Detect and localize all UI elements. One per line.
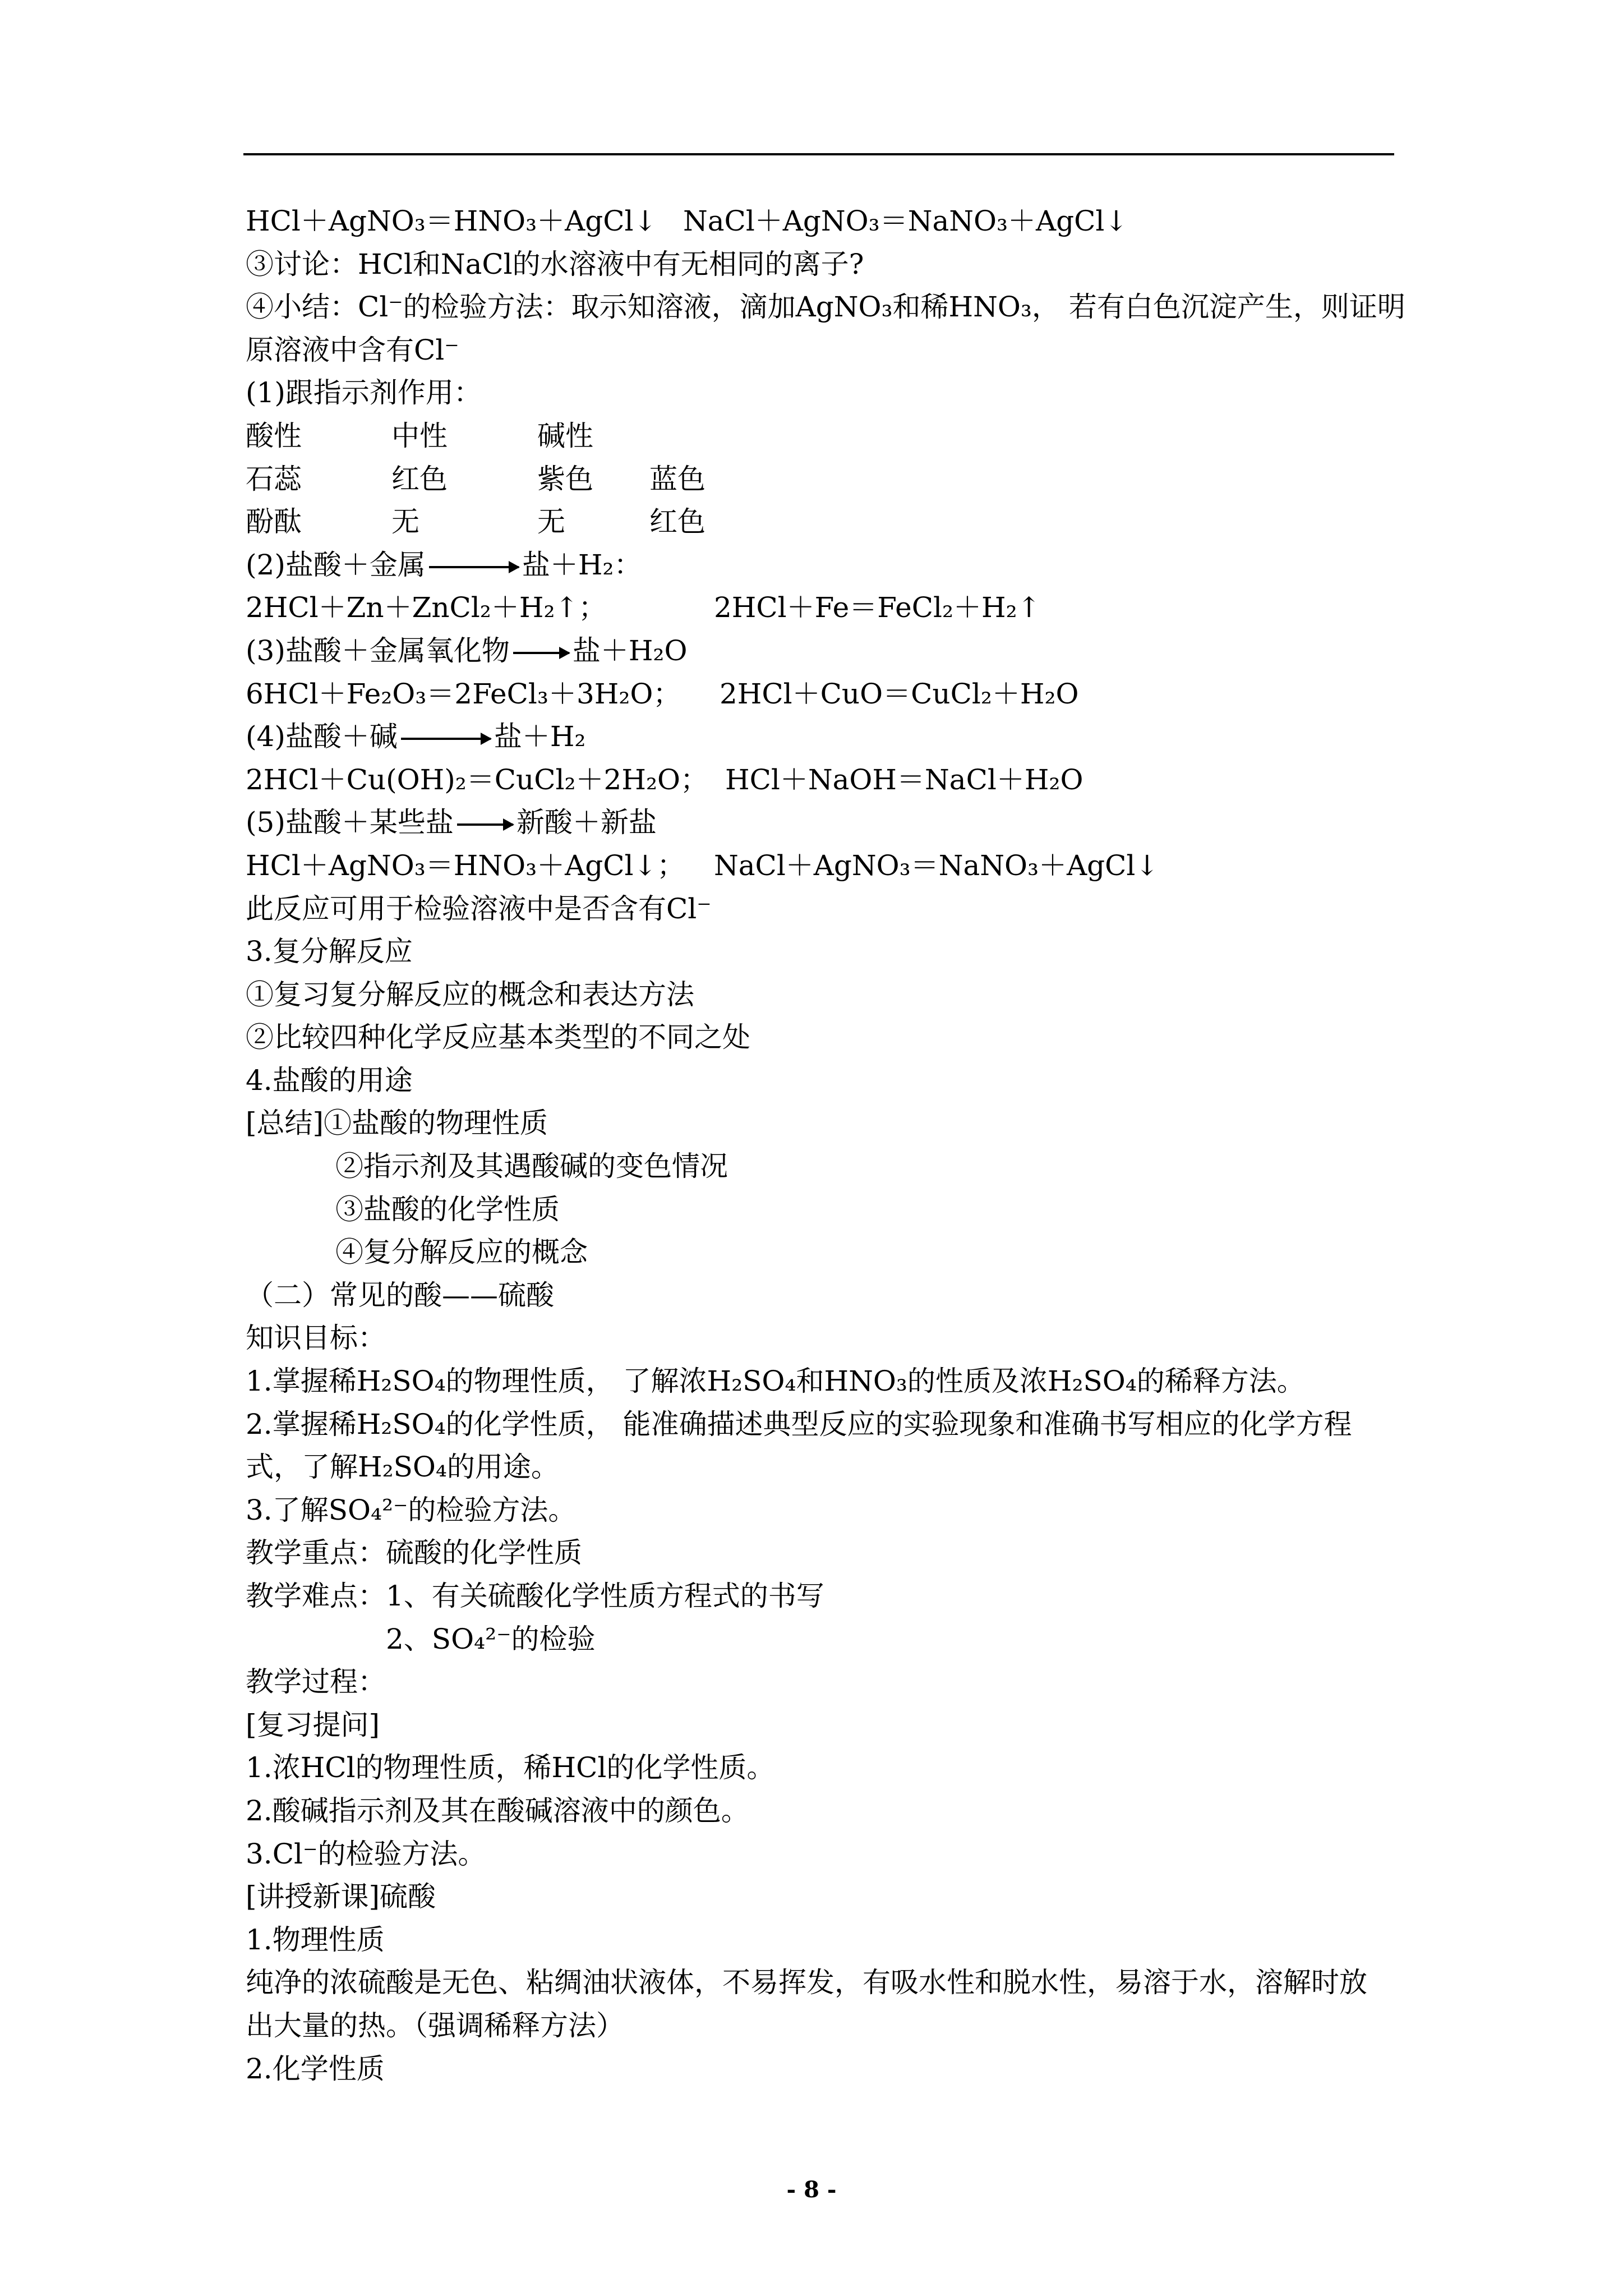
- line-text: 4.盐酸的用途: [246, 1064, 413, 1097]
- line-text: [讲授新课]硫酸: [246, 1880, 436, 1913]
- text-line: [246, 415, 1396, 458]
- line-text: ④小结：Cl⁻的检验方法：取示知溶液，滴加AgNO₃和稀HNO₃， 若有白色沉淀产生，则证明: [246, 291, 1405, 324]
- line-text: ②指示剂及其遇酸碱的变色情况: [335, 1150, 728, 1183]
- text-line: [246, 200, 1396, 243]
- line-text: 6HCl＋Fe₂O₃＝2FeCl₃＋3H₂O；: [246, 677, 681, 710]
- text-line: [246, 673, 1396, 716]
- line-text: 1.物理性质: [246, 1923, 385, 1956]
- arrow-icon: [401, 738, 491, 740]
- text-line: [246, 930, 1396, 973]
- line-text: HCl＋AgNO₃＝HNO₃＋AgCl↓: [246, 205, 657, 237]
- line-text: 1.掌握稀H₂SO₄的物理性质， 了解浓H₂SO₄和HNO₃的性质及浓H₂SO₄的稀释方法。: [246, 1365, 1305, 1398]
- reaction-left: (5)盐酸＋某些盐: [246, 806, 454, 839]
- arrow-icon: [513, 652, 569, 654]
- line-text: ③盐酸的化学性质: [335, 1193, 560, 1226]
- arrow-icon: [457, 823, 513, 826]
- line-text: [总结]①盐酸的物理性质: [246, 1107, 548, 1140]
- text-line: [246, 1918, 1396, 1962]
- table-cell: 紫色: [537, 462, 593, 495]
- reaction-left: (4)盐酸＋碱: [246, 720, 398, 753]
- line-text: 2.掌握稀H₂SO₄的化学性质， 能准确描述典型反应的实验现象和准确书写相应的化学方程: [246, 1407, 1352, 1441]
- text-line: [246, 458, 1396, 501]
- table-cell: 红色: [649, 505, 706, 539]
- line-text: 教学难点：1、有关硫酸化学性质方程式的书写: [246, 1580, 824, 1612]
- reaction-right: 新酸＋新盐: [516, 806, 657, 839]
- line-text: ③讨论：HCl和NaCl的水溶液中有无相同的离子?: [246, 247, 864, 280]
- text-line: [246, 2004, 1396, 2047]
- text-line: [246, 286, 1405, 329]
- text-line: [246, 1317, 1396, 1360]
- table-cell: 蓝色: [649, 462, 706, 495]
- line-text: （二）常见的酸——硫酸: [246, 1278, 554, 1312]
- line-text-second: NaCl＋AgNO₃＝NaNO₃＋AgCl↓: [714, 849, 1159, 882]
- text-line: [246, 371, 1396, 415]
- text-line: [246, 1231, 1396, 1274]
- line-text: 式，了解H₂SO₄的用途。: [246, 1451, 559, 1484]
- text-line: [246, 1833, 1396, 1876]
- line-text: [复习提问]: [246, 1708, 380, 1741]
- text-line: [246, 1059, 1396, 1102]
- reaction-left: (2)盐酸＋金属: [246, 548, 426, 581]
- text-line: [246, 2047, 1396, 2091]
- text-line: [246, 1704, 1396, 1747]
- line-text: 此反应可用于检验溶液中是否含有Cl⁻: [246, 892, 712, 925]
- text-line: [246, 758, 1396, 802]
- text-line: [246, 1446, 1396, 1489]
- line-text: 出大量的热。（强调稀释方法）: [246, 2009, 624, 2042]
- table-cell: 无: [391, 505, 419, 539]
- text-line: [246, 1188, 1396, 1231]
- reaction-right: 盐＋H₂：: [522, 548, 642, 581]
- page-number: - 8 -: [786, 2177, 837, 2203]
- table-cell: 红色: [391, 462, 448, 495]
- reaction-left: (3)盐酸＋金属氧化物: [246, 634, 510, 667]
- table-cell: 中性: [391, 419, 448, 452]
- line-text-second: 2HCl＋Fe＝FeCl₂＋H₂↑: [714, 591, 1041, 624]
- reaction-right: 盐＋H₂O: [572, 634, 688, 667]
- header-rule: [243, 153, 1394, 155]
- table-cell: 酸性: [246, 419, 302, 452]
- text-line: [246, 844, 1396, 887]
- line-text-second: 2HCl＋CuO＝CuCl₂＋H₂O: [720, 677, 1079, 710]
- text-line: [246, 1489, 1396, 1532]
- text-line: [246, 1875, 1396, 1918]
- text-line: [246, 544, 1396, 587]
- text-line: [246, 1961, 1396, 2004]
- table-cell: 碱性: [537, 419, 593, 452]
- line-text: 2HCl＋Cu(OH)₂＝CuCl₂＋2H₂O；: [246, 763, 708, 796]
- text-line: [246, 1145, 1396, 1188]
- line-text-second: HCl＋NaOH＝NaCl＋H₂O: [725, 763, 1083, 796]
- line-text: 教学过程：: [246, 1665, 386, 1699]
- text-line: [246, 329, 1396, 372]
- line-text: ②比较四种化学反应基本类型的不同之处: [246, 1021, 750, 1054]
- line-text: 2HCl＋Zn＋ZnCl₂＋H₂↑；: [246, 591, 607, 624]
- text-line: [246, 1746, 1396, 1789]
- line-text: 3.了解SO₄²⁻的检验方法。: [246, 1493, 577, 1526]
- text-line: [246, 1360, 1396, 1403]
- line-text: (1)跟指示剂作用：: [246, 376, 482, 409]
- line-text: ④复分解反应的概念: [335, 1236, 588, 1269]
- document-body: [246, 200, 1405, 2090]
- line-text: 纯净的浓硫酸是无色、粘绸油状液体，不易挥发，有吸水性和脱水性，易溶于水，溶解时放: [246, 1966, 1367, 1999]
- text-line: [246, 1016, 1396, 1059]
- table-cell: 无: [537, 505, 565, 539]
- text-line: [246, 715, 1396, 758]
- text-line: [246, 1575, 1396, 1618]
- text-line: [246, 887, 1396, 931]
- line-text: 3.复分解反应: [246, 935, 413, 968]
- text-line: [246, 1789, 1396, 1833]
- text-line: [246, 1274, 1396, 1317]
- text-line: [246, 1403, 1396, 1446]
- line-text: 1.浓HCl的物理性质，稀HCl的化学性质。: [246, 1751, 775, 1784]
- line-text: 2.化学性质: [246, 2052, 385, 2085]
- line-text-second: NaCl＋AgNO₃＝NaNO₃＋AgCl↓: [683, 205, 1128, 237]
- arrow-icon: [429, 566, 519, 568]
- line-text: 原溶液中含有Cl⁻: [246, 333, 459, 366]
- text-line: [246, 500, 1396, 544]
- line-text: 2.酸碱指示剂及其在酸碱溶液中的颜色。: [246, 1794, 749, 1827]
- text-line: [246, 1531, 1396, 1575]
- text-line: [246, 801, 1396, 844]
- line-text: 3.Cl⁻的检验方法。: [246, 1837, 486, 1870]
- line-text: ①复习复分解反应的概念和表达方法: [246, 978, 694, 1011]
- line-text: 知识目标：: [246, 1322, 386, 1355]
- line-text: 教学重点：硫酸的化学性质: [246, 1536, 582, 1570]
- text-line: [246, 243, 1396, 286]
- table-cell: 石蕊: [246, 462, 302, 495]
- line-text: 2、SO₄²⁻的检验: [386, 1622, 596, 1655]
- text-line: [246, 1660, 1396, 1704]
- text-line: [246, 586, 1396, 629]
- text-line: [246, 629, 1396, 673]
- text-line: [246, 1618, 1396, 1661]
- reaction-right: 盐＋H₂: [494, 720, 586, 753]
- line-text: HCl＋AgNO₃＝HNO₃＋AgCl↓；: [246, 849, 685, 882]
- table-cell: 酚酞: [246, 505, 302, 539]
- text-line: [246, 973, 1396, 1016]
- text-line: [246, 1102, 1396, 1145]
